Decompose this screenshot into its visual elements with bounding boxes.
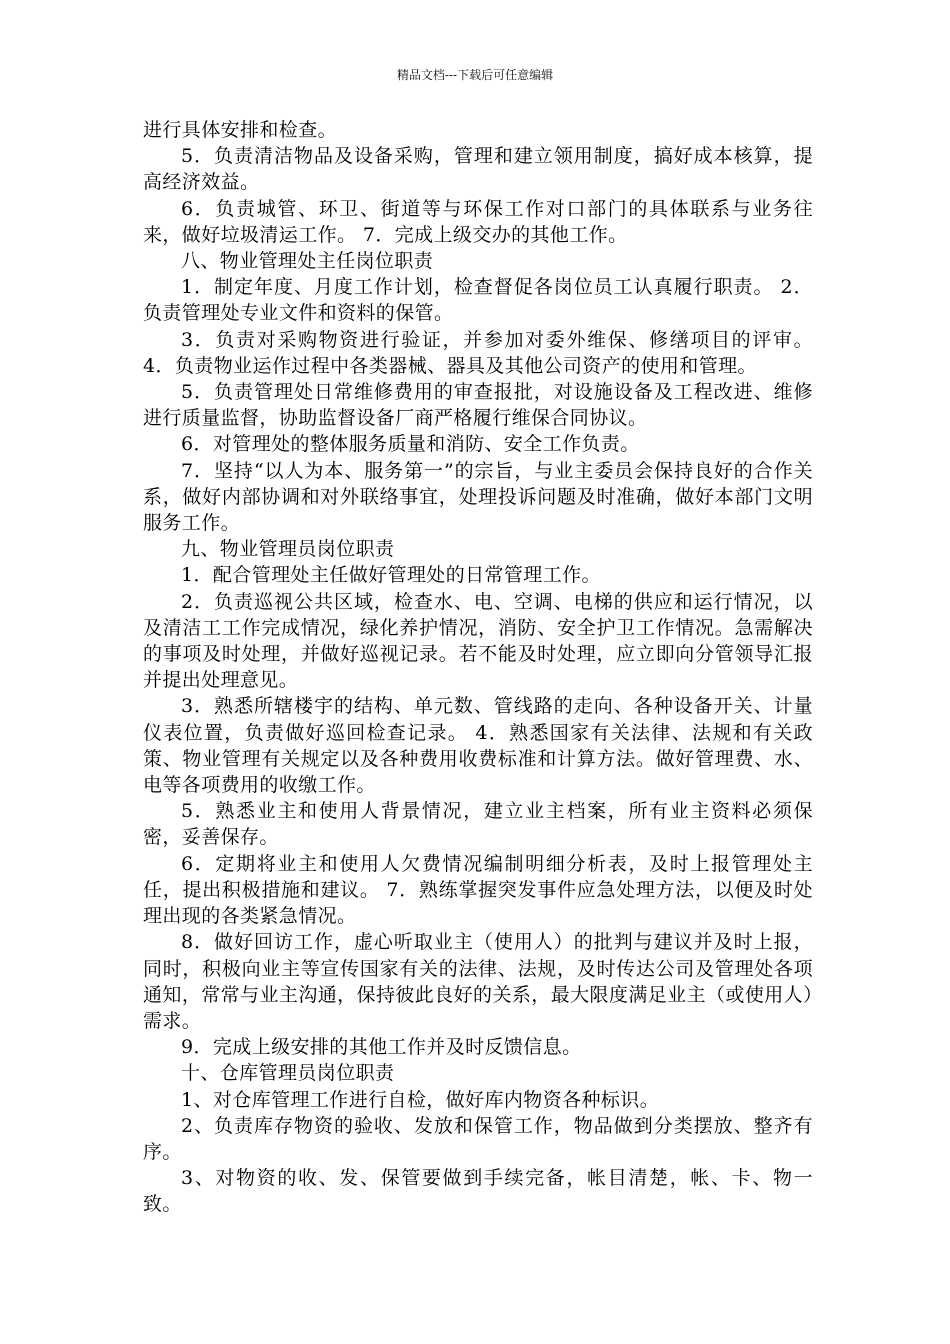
paragraph: 进行具体安排和检查。: [143, 119, 338, 141]
paragraph: 2．负责巡视公共区域，检查水、电、空调、电梯的供应和运行情况，以及清洁工工作完成情况，绿化养护情况，消防、安全护卫工作情况。急需解决的事项及时处理，并做好巡视记录。若不能及时处理，应立即向分管领导汇报并提出处理意见。: [143, 590, 813, 692]
paragraph: 3、对物资的收、发、保管要做到手续完备，帐目清楚，帐、卡、物一致。: [143, 1167, 813, 1216]
paragraph: 八、物业管理处主任岗位职责: [181, 250, 434, 273]
paragraph: 九、物业管理员岗位职责: [181, 538, 395, 561]
paragraph: 8．做好回访工作，虚心听取业主（使用人）的批判与建议并及时上报，同时，积极向业主等宣传国家有关的法律、法规，及时传达公司及管理处各项通知，常常与业主沟通，保持彼此良好的关系，最大限度满足业主（或使用人）需求。: [143, 931, 813, 1032]
paragraph: 十、仓库管理员岗位职责: [181, 1062, 395, 1085]
paragraph: 6．定期将业主和使用人欠费情况编制明细分析表，及时上报管理处主任，提出积极措施和建议。 7．熟练掌握突发事件应急处理方法，以便及时处理出现的各类紧急情况。: [143, 852, 813, 928]
paragraph: 3．熟悉所辖楼宇的结构、单元数、管线路的走向、各种设备开关、计量仪表位置，负责做好巡回检查记录。 4．熟悉国家有关法律、法规和有关政策、物业管理有关规定以及各种费用收费标准和计算方法。做好管理费、水、电等各项费用的收缴工作。: [143, 695, 813, 797]
document-body: [143, 117, 813, 1218]
paragraph: 5．负责管理处日常维修费用的审查报批，对设施设备及工程改进、维修进行质量监督，协助监督设备厂商严格履行维保合同协议。: [143, 381, 813, 430]
page-header: 精品文档---下载后可任意编辑: [396, 68, 554, 82]
paragraph: 7．坚持“以人为本、服务第一”的宗旨，与业主委员会保持良好的合作关系，做好内部协调和对外联络事宜，处理投诉问题及时准确，做好本部门文明服务工作。: [143, 459, 813, 535]
paragraph: 1．配合管理处主任做好管理处的日常管理工作。: [181, 564, 601, 587]
paragraph: 6．对管理处的整体服务质量和消防、安全工作负责。: [181, 433, 640, 456]
paragraph: 5．负责清洁物品及设备采购，管理和建立领用制度，搞好成本核算，提高经济效益。: [143, 145, 813, 194]
paragraph: 1、对仓库管理工作进行自检，做好库内物资各种标识。: [181, 1088, 660, 1111]
paragraph: 9．完成上级安排的其他工作并及时反馈信息。: [181, 1036, 582, 1059]
paragraph: 2、负责库存物资的验收、发放和保管工作，物品做到分类摆放、整齐有序。: [143, 1114, 813, 1163]
paragraph: 1．制定年度、月度工作计划，检查督促各岗位员工认真履行职责。 2．负责管理处专业文件和资料的保管。: [143, 276, 813, 325]
paragraph: 3．负责对采购物资进行验证，并参加对委外维保、修缮项目的评审。 4．负责物业运作过程中各类器械、器具及其他公司资产的使用和管理。: [143, 328, 813, 377]
paragraph: 6．负责城管、环卫、街道等与环保工作对口部门的具体联系与业务往来，做好垃圾清运工作。 7．完成上级交办的其他工作。: [143, 197, 813, 246]
paragraph: 5．熟悉业主和使用人背景情况，建立业主档案，所有业主资料必须保密，妥善保存。: [143, 800, 813, 849]
